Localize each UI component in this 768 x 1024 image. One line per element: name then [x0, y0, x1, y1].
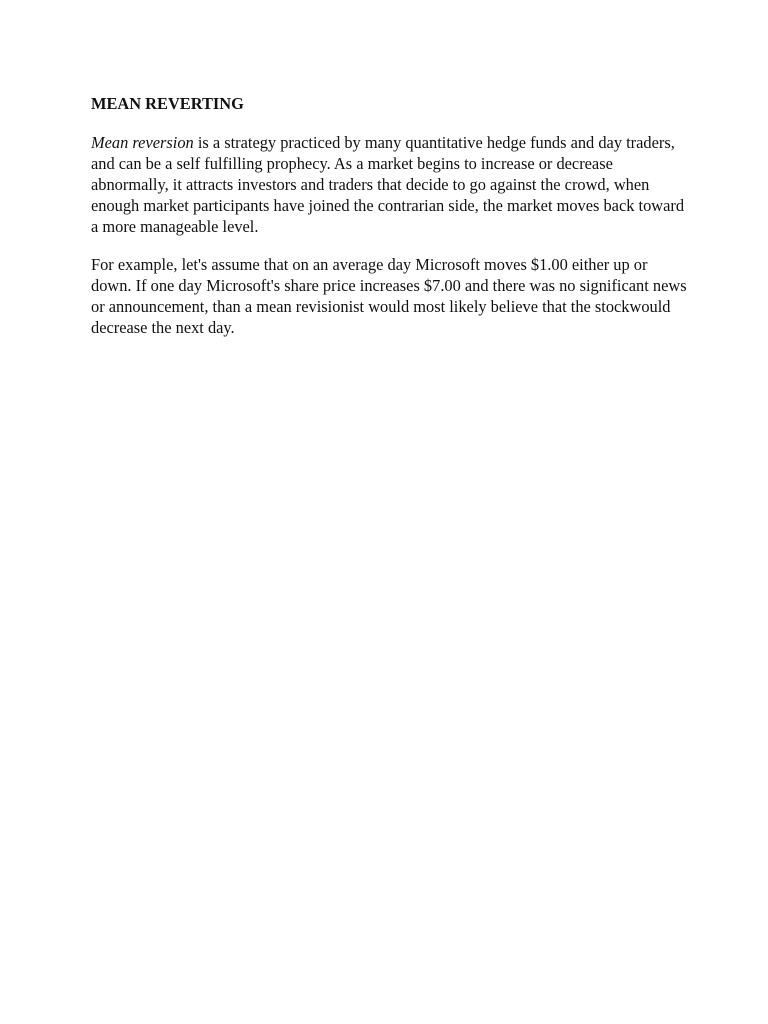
- paragraph-2-text: For example, let's assume that on an average day Microsoft moves $1.00 either up or down. If one day Microsoft's share price increases $7.00 and there was no significant news or announcement, than a mean revisionist would most likely believe that the stockwould decrease the next day.: [91, 255, 687, 337]
- paragraph-mean-reversion: [91, 132, 691, 237]
- document-heading: MEAN REVERTING: [91, 94, 244, 113]
- document-page: [91, 93, 691, 355]
- paragraph-1-text: is a strategy practiced by many quantitative hedge funds and day traders, and can be a self fulfilling prophecy. As a market begins to increase or decrease abnormally, it attracts investors and traders that decide to go against the crowd, when enough market participants have joined the contrarian side, the market moves back toward a more manageable level.: [91, 133, 685, 236]
- term-mean-reversion: Mean reversion: [91, 133, 194, 152]
- paragraph-example: [91, 254, 691, 338]
